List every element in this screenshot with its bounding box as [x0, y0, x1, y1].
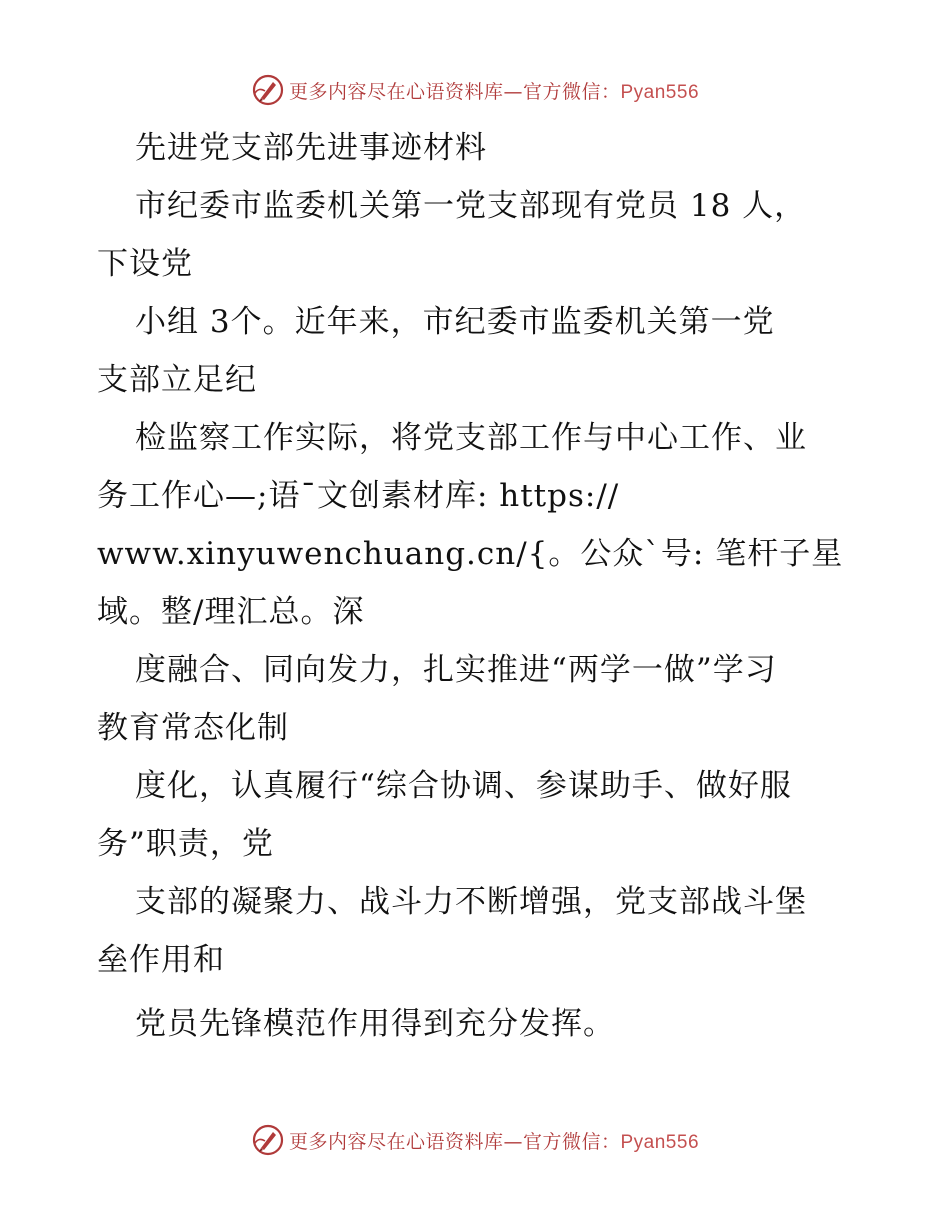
paragraph-line: 下设党 — [97, 246, 193, 282]
paragraph-line: 务”职责，党 — [97, 826, 274, 862]
paragraph-line: 检监察工作实际，将党支部工作与中心工作、业 — [135, 420, 807, 456]
footer-watermark — [0, 1120, 950, 1160]
paragraph-line: 市纪委市监委机关第一党支部现有党员 18 人， — [135, 188, 807, 224]
paragraph-line: 度融合、同向发力，扎实推进“两学一做”学习 — [135, 652, 777, 688]
watermark-text: 更多内容尽在心语资料库—官方微信：Pyan556 — [288, 80, 700, 103]
paragraph-line: 小组 3个。近年来，市纪委市监委机关第一党 — [135, 304, 775, 340]
paragraph-line: 党员先锋模范作用得到充分发挥。 — [135, 1006, 615, 1042]
paragraph-line: 垒作用和 — [97, 942, 225, 978]
paragraph-line: 教育常态化制 — [97, 710, 289, 746]
paragraph-line: 度化，认真履行“综合协调、参谋助手、做好服 — [135, 768, 792, 804]
paragraph-line: www.xinyuwenchuang.cn/{。公众`号: 笔杆子星 — [97, 536, 844, 572]
watermark-text: 更多内容尽在心语资料库—官方微信：Pyan556 — [288, 1130, 700, 1153]
paragraph-line: 务工作心—;语¯文创素材库: https:// — [97, 478, 620, 514]
paragraph-line: 域。整/理汇总。深 — [97, 594, 365, 630]
paragraph-line: 支部的凝聚力、战斗力不断增强，党支部战斗堡 — [135, 884, 807, 920]
paragraph-line: 支部立足纪 — [97, 362, 257, 398]
quill-pen-circle-icon — [251, 1123, 285, 1157]
document-title: 先进党支部先进事迹材料 — [135, 130, 487, 166]
